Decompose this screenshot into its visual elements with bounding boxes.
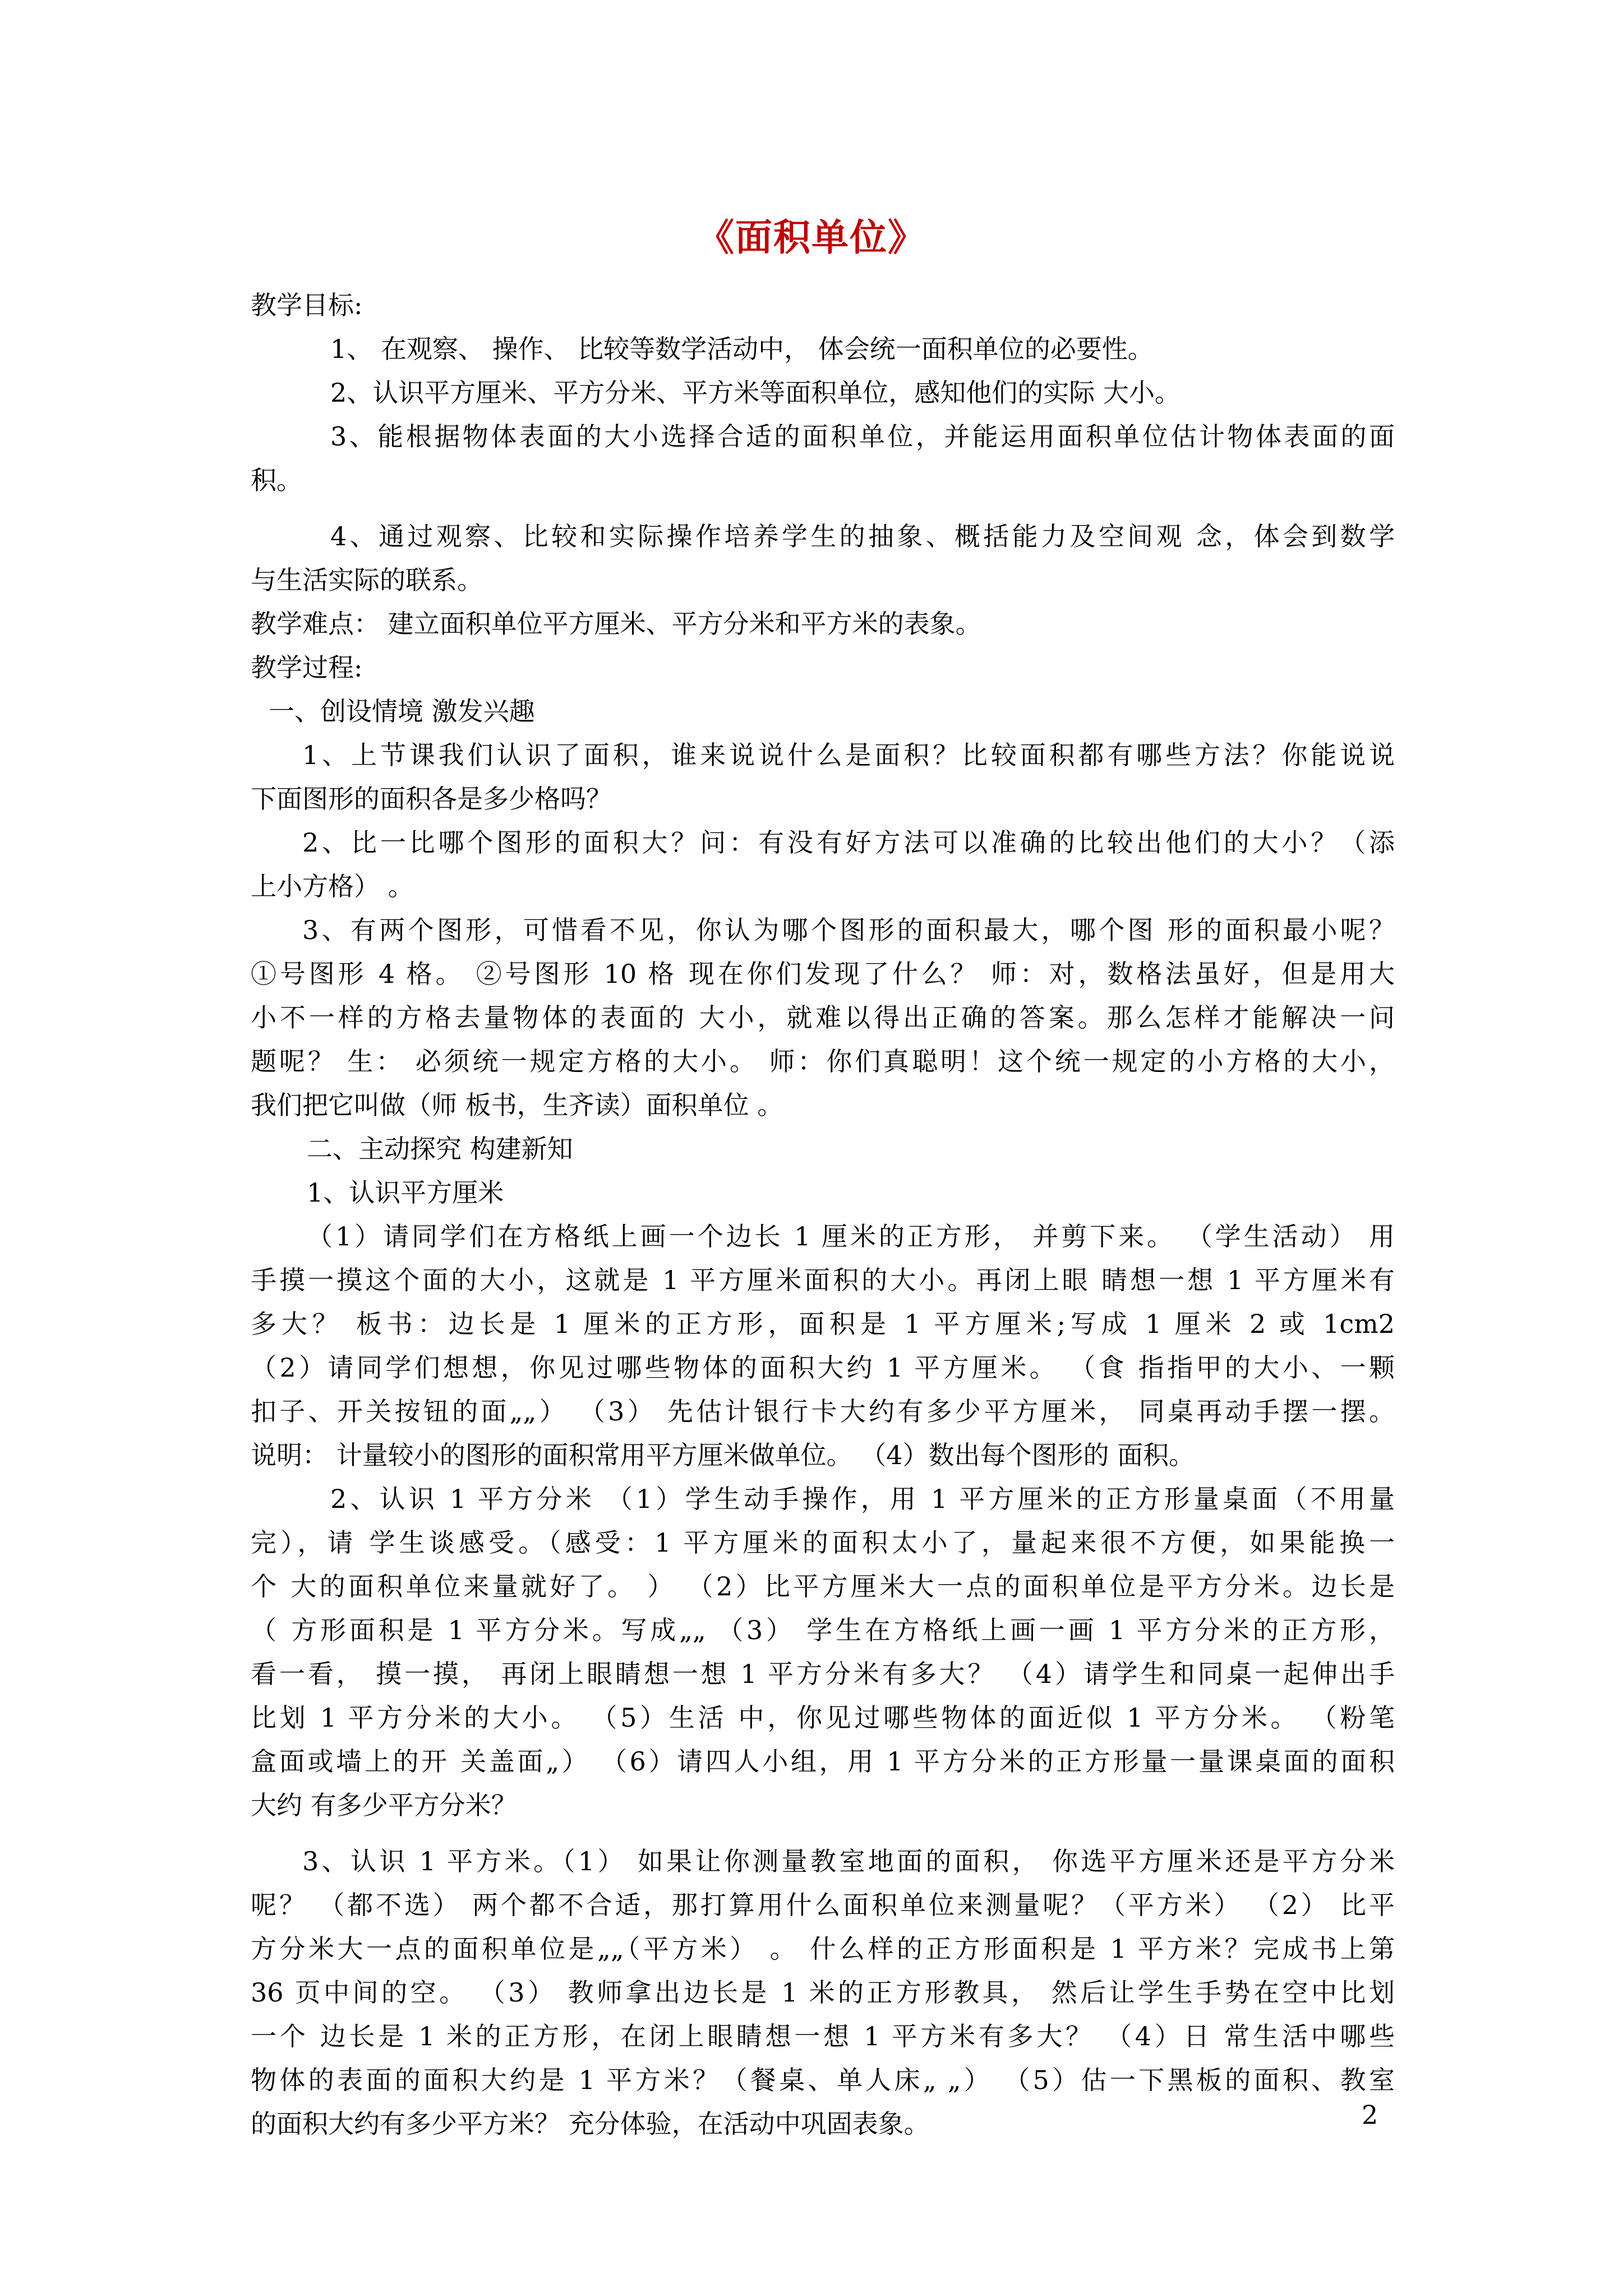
objective-2: 2、认识平方厘米、平方分米、平方米等面积单位，感知他们的实际 大小。 [330,378,1181,408]
paragraph-5-line-5: 看一看， 摸一摸， 再闭上眼睛想一想 1 平方分米有多大？ （4）请学生和同桌一起伸出手 [251,1659,1395,1689]
paragraph-3-line-3: 小不一样的方格去量物体的表面的 大小，就难以得出正确的答案。那么怎样才能解决一问 [251,1002,1395,1033]
objective-4-line-2: 与生活实际的联系。 [251,565,483,595]
document-title: 《面积单位》 [697,215,926,259]
paragraph-6-line-7: 的面积大约有多少平方米？ 充分体验，在活动中巩固表象。 [251,2109,930,2139]
paragraph-2-line-1: 2、比一比哪个图形的面积大？问：有没有好方法可以准确的比较出他们的大小？（添 [302,827,1395,858]
paragraph-4-line-6: 说明： 计量较小的图形的面积常用平方厘米做单位。 （4）数出每个图形的 面积。 [251,1440,1195,1470]
paragraph-5-line-4: （ 方形面积是 1 平方分米。写成„„ （3） 学生在方格纸上画一画 1 平方分米的正方形， [251,1615,1395,1645]
document-body [251,283,1395,2146]
paragraph-4-line-2: 手摸一摸这个面的大小，这就是 1 平方厘米面积的大小。再闭上眼 睛想一想 1 平方厘米有 [251,1265,1395,1295]
paragraph-2-line-2: 上小方格） 。 [251,871,414,901]
paragraph-4-line-4: （2）请同学们想想，你见过哪些物体的面积大约 1 平方厘米。 （食 指指甲的大小、一颗 [251,1352,1395,1383]
paragraph-6-line-2: 呢？ （都不选） 两个都不合适，那打算用什么面积单位来测量呢？（平方米） （2） 比平 [251,1890,1395,1920]
paragraph-3-line-2: ①号图形 4 格。 ②号图形 10 格 现在你们发现了什么？ 师：对，数格法虽好，但是用大 [251,959,1395,989]
objective-1: 1、 在观察、 操作、 比较等数学活动中， 体会统一面积单位的必要性。 [330,334,1154,364]
paragraph-6-line-6: 物体的表面的面积大约是 1 平方米？（餐桌、单人床„ „） （5）估一下黑板的面积、教室 [251,2065,1395,2095]
objective-3-line-2: 积。 [251,465,302,495]
section-heading-difficulty: 教学难点： 建立面积单位平方厘米、平方分米和平方米的表象。 [251,609,981,639]
section-heading-process: 教学过程: [251,652,363,683]
paragraph-5-line-7: 盒面或墙上的开 关盖面„） （6）请四人小组，用 1 平方分米的正方形量一量课桌面的面积 [251,1746,1395,1777]
paragraph-5-line-2: 完），请 学生谈感受。（感受：1 平方厘米的面积太小了，量起来很不方便，如果能换一 [251,1527,1395,1558]
paragraph-3-line-5: 我们把它叫做（师 板书，生齐读）面积单位 。 [251,1090,783,1120]
paragraph-3-line-1: 3、有两个图形，可惜看不见，你认为哪个图形的面积最大，哪个图 形的面积最小呢？ [302,915,1395,945]
paragraph-6-line-3: 方分米大一点的面积单位是„„（平方米） 。 什么样的正方形面积是 1 平方米？完成书上第 [251,1934,1395,1964]
section-heading-objectives: 教学目标: [251,290,363,320]
paragraph-4-line-5: 扣子、开关按钮的面„„） （3） 先估计银行卡大约有多少平方厘米， 同桌再动手摆一摆。 [251,1396,1395,1427]
paragraph-5-line-1: 2、认识 1 平方分米 （1）学生动手操作，用 1 平方厘米的正方形量桌面（不用量 [330,1484,1395,1514]
paragraph-5-line-6: 比划 1 平方分米的大小。 （5）生活 中，你见过哪些物体的面近似 1 平方分米。 （粉笔 [251,1703,1395,1733]
paragraph-6-line-1: 3、认识 1 平方米。（1） 如果让你测量教室地面的面积， 你选平方厘米还是平方分米 [302,1846,1395,1876]
objective-4-line-1: 4、通过观察、比较和实际操作培养学生的抽象、概括能力及空间观 念，体会到数学 [330,521,1395,551]
part-1-heading: 一、创设情境 激发兴趣 [269,696,535,726]
paragraph-6-line-4: 36 页中间的空。 （3） 教师拿出边长是 1 米的正方形教具， 然后让学生手势在空中比划 [251,1977,1395,2008]
part-2-heading: 二、主动探究 构建新知 [307,1134,573,1164]
objective-3-line-1: 3、能根据物体表面的大小选择合适的面积单位，并能运用面积单位估计物体表面的面 [330,421,1395,452]
paragraph-5-line-3: 个 大的面积单位来量就好了。 ） （2）比平方厘米大一点的面积单位是平方分米。边长是 [251,1571,1395,1602]
paragraph-4-line-3: 多大？ 板书：边长是 1 厘米的正方形，面积是 1 平方厘米;写成 1 厘米 2 或 1cm2 [251,1309,1395,1339]
page-number: 2 [1362,2100,1378,2130]
paragraph-6-line-5: 一个 边长是 1 米的正方形，在闭上眼睛想一想 1 平方米有多大？ （4）日 常生活中哪些 [251,2021,1395,2051]
paragraph-5-line-8: 大约 有多少平方分米？ [251,1790,517,1820]
paragraph-1-line-1: 1、上节课我们认识了面积，谁来说说什么是面积？比较面积都有哪些方法？你能说说 [302,740,1395,770]
paragraph-1-line-2: 下面图形的面积各是多少格吗？ [251,784,612,814]
paragraph-4-line-1: （1）请同学们在方格纸上画一个边长 1 厘米的正方形， 并剪下来。 （学生活动） 用 [307,1221,1395,1251]
paragraph-3-line-4: 题呢？ 生： 必须统一规定方格的大小。 师：你们真聪明！这个统一规定的小方格的大小， [251,1046,1395,1076]
subsection-1-heading: 1、认识平方厘米 [307,1177,504,1208]
